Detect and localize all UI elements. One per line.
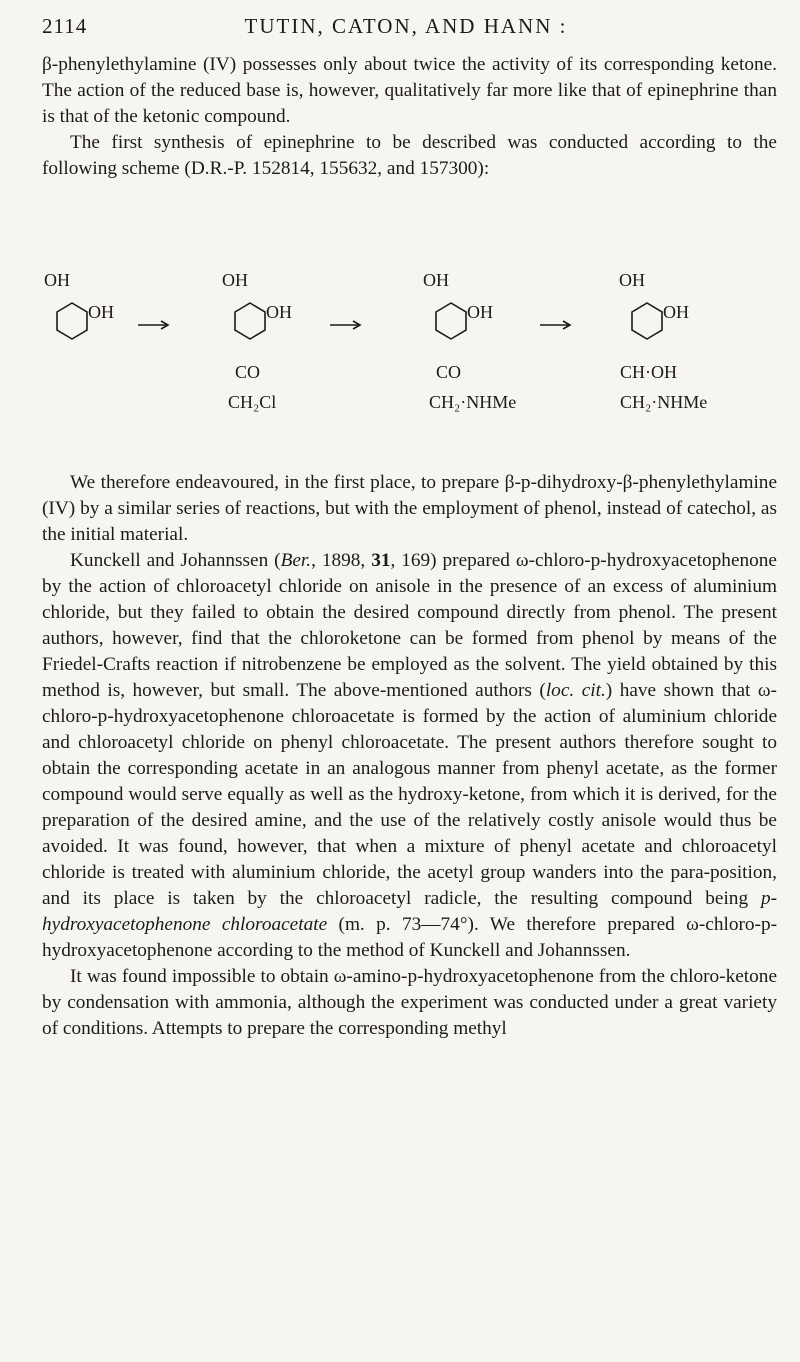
p4-text-c: , 169) prepared ω-chloro-p-hydroxyacetophenone by the action of chloroacetyl chloride on anisole in the presence of an excess of aluminium chloride, but they failed to obtain the desired compound directly from phenol. The present authors, however, find that the chloroketone can be formed from phenol by means of the Friedel-Crafts reaction if nitrobenzene be employed as the solvent. The yield obtained by this method is, however, but small. The above-mentioned authors (: [42, 550, 777, 701]
text-block-top: [42, 52, 777, 182]
benzene-ring-3: [436, 303, 466, 339]
paragraph-1: β-phenylethylamine (IV) possesses only about twice the activity of its corresponding ketone. The action of the reduced base is, however, qualitatively far more like that of epinephrine than is that of the ketonic compound.: [42, 54, 777, 127]
page-number: 2114: [42, 14, 88, 38]
c3-sub1: CO: [436, 362, 462, 382]
reaction-scheme: [30, 240, 780, 460]
c4-top-oh: OH: [619, 270, 645, 290]
p4-text-a: Kunckell and Johannssen (: [70, 550, 281, 571]
c4-sub1: CH·OH: [620, 362, 677, 382]
text-block-bottom: [42, 470, 777, 1042]
p4-text-d: ) have shown that ω-chloro-p-hydroxyacetophenone chloroacetate is formed by the action of aluminium chloride and chloroacetyl chloride on phenyl chloroacetate. The present authors therefore sought to obtain the corresponding acetate in an analogous manner from phenyl acetate, as the former compound would serve equally as well as the hydroxy-ketone, from which it is derived, for the preparation of the desired amine, and the use of the relatively costly anisole would thus be avoided. It was found, however, that when a mixture of phenyl acetate and chloroacetyl chloride is treated with aluminium chloride, the acetyl group wanders into the para-position, and its place is taken by the chloroacetyl radicle, the resulting compound being: [42, 680, 777, 909]
c2-side-oh: OH: [266, 302, 292, 322]
p4-text-b: , 1898,: [311, 550, 372, 571]
c3-sub2: CH₂·NHMe: [429, 392, 517, 412]
c2-top-oh: OH: [222, 270, 248, 290]
paragraph-4: [42, 548, 777, 964]
paragraph-5: It was found impossible to obtain ω-amino-p-hydroxyacetophenone from the chloro-ketone by condensation with ammonia, although the experiment was conducted under a great variety of conditions. Attempts to prepare the corresponding methyl: [42, 966, 777, 1039]
p4-journal: Ber.: [280, 550, 312, 571]
c4-sub2: CH₂·NHMe: [620, 392, 708, 412]
c1-side-oh: OH: [88, 302, 114, 322]
paragraph-2: The first synthesis of epinephrine to be described was conducted according to the following scheme (D.R.-P. 152814, 155632, and 157300):: [42, 132, 777, 179]
c3-side-oh: OH: [467, 302, 493, 322]
c2-sub2: CH₂Cl: [228, 392, 277, 412]
running-head: TUTIN, CATON, AND HANN :: [244, 14, 568, 38]
p4-volume: 31: [371, 550, 391, 571]
c2-sub1: CO: [235, 362, 261, 382]
benzene-ring-4: [632, 303, 662, 339]
benzene-ring-2: [235, 303, 265, 339]
p4-loc-cit: loc. cit.: [545, 680, 606, 701]
p4-compound-name: p-hydroxyacetophenone chloroacetate: [42, 888, 777, 935]
scheme-drawing: [30, 240, 780, 460]
p4-text-e: (m. p. 73—74°). We therefore prepared ω-chloro-p-hydroxyacetophenone according to the method of Kunckell and Johannssen.: [42, 914, 778, 961]
c3-top-oh: OH: [423, 270, 449, 290]
c4-side-oh: OH: [663, 302, 689, 322]
c1-top-oh: OH: [44, 270, 70, 290]
benzene-ring-1: [57, 303, 87, 339]
page-header: [42, 14, 770, 42]
paragraph-3: We therefore endeavoured, in the first place, to prepare β-p-dihydroxy-β-phenylethylamine (IV) by a similar series of reactions, but with the employment of phenol, instead of catechol, as the initial material.: [42, 472, 777, 545]
